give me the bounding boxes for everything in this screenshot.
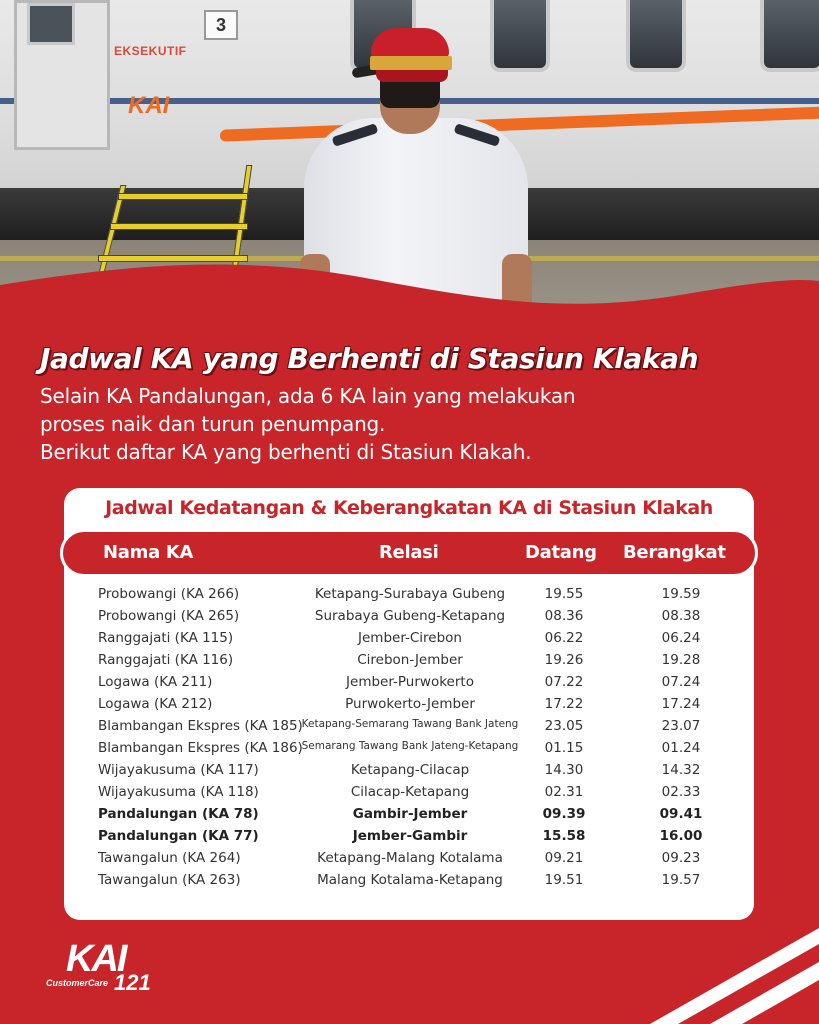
wave-divider (0, 255, 819, 335)
intro-line: Berikut daftar KA yang berhenti di Stasiun Klakah. (40, 440, 532, 464)
train-name: Logawa (KA 211) (98, 674, 213, 690)
train-name: Blambangan Ekspres (KA 185) (98, 718, 303, 734)
train-door (14, 0, 110, 150)
table-header (60, 529, 758, 577)
header-arrive: Datang (525, 542, 597, 563)
kai-customer-care-logo (46, 938, 186, 998)
table-row: Probowangi (KA 266) Ketapang-Surabaya Gubeng 19.55 19.59 (98, 586, 701, 602)
decorative-stripes (540, 900, 819, 1024)
train-name: Tawangalun (KA 263) (98, 872, 241, 888)
intro-line: Selain KA Pandalungan, ada 6 KA lain yang melakukan (40, 384, 576, 408)
table-row: Pandalungan (KA 77) Jember-Gambir 15.58 16.00 (98, 828, 703, 844)
header-depart: Berangkat (623, 542, 726, 563)
train-name: Blambangan Ekspres (KA 186) (98, 740, 303, 756)
header-name: Nama KA (103, 542, 194, 563)
table-row: Ranggajati (KA 115) Jember-Cirebon 06.22 06.24 (98, 630, 701, 646)
header-relation: Relasi (379, 542, 439, 563)
train-window (760, 0, 819, 72)
train-name: Logawa (KA 212) (98, 696, 213, 712)
customer-care-label: CustomerCare (46, 978, 109, 988)
table-row: Ranggajati (KA 116) Cirebon-Jember 19.26 19.28 (98, 652, 701, 668)
page-title: Jadwal KA yang Berhenti di Stasiun Klakah (40, 342, 699, 375)
car-number-plate: 3 (204, 10, 238, 40)
schedule-title: Jadwal Kedatangan & Keberangkatan KA di Stasiun Klakah (105, 497, 713, 519)
train-name: Tawangalun (KA 264) (98, 850, 241, 866)
schedule-rows (64, 584, 754, 892)
car-class-label: EKSEKUTIF (114, 44, 187, 58)
customer-care-number: 121 (114, 970, 151, 995)
train-window (626, 0, 686, 72)
train-name: Ranggajati (KA 116) (98, 652, 234, 668)
table-row: Tawangalun (KA 264) Ketapang-Malang Kotalama 09.21 09.23 (98, 850, 701, 866)
table-row: Probowangi (KA 265) Surabaya Gubeng-Ketapang 08.36 08.38 (98, 608, 701, 624)
intro-text (40, 382, 740, 466)
table-row: Logawa (KA 211) Jember-Purwokerto 07.22 07.24 (98, 674, 701, 690)
train-name: Ranggajati (KA 115) (98, 630, 234, 646)
intro-line: proses naik dan turun penumpang. (40, 412, 386, 436)
train-name: Probowangi (KA 266) (98, 586, 240, 602)
table-row: Tawangalun (KA 263) Malang Kotalama-Ketapang 19.51 19.57 (98, 872, 701, 888)
train-name: Pandalungan (KA 77) (98, 828, 259, 844)
train-name: Pandalungan (KA 78) (98, 806, 259, 822)
train-name: Wijayakusuma (KA 117) (98, 762, 259, 778)
kai-logo: KAI (66, 938, 126, 980)
train-name: Probowangi (KA 265) (98, 608, 240, 624)
table-row: Blambangan Ekspres (KA 185) Ketapang-Semarang Tawang Bank Jateng 23.05 23.07 (98, 718, 701, 734)
table-row: Pandalungan (KA 78) Gambir-Jember 09.39 09.41 (98, 806, 703, 822)
table-row: Logawa (KA 212) Purwokerto-Jember 17.22 17.24 (98, 696, 701, 712)
table-row: Wijayakusuma (KA 117) Ketapang-Cilacap 14.30 14.32 (98, 762, 701, 778)
table-row: Blambangan Ekspres (KA 186) Semarang Tawang Bank Jateng-Ketapang 01.15 01.24 (98, 740, 701, 756)
table-row: Wijayakusuma (KA 118) Cilacap-Ketapang 02.31 02.33 (98, 784, 701, 800)
train-name: Wijayakusuma (KA 118) (98, 784, 259, 800)
train-logo: KAI (128, 92, 170, 119)
